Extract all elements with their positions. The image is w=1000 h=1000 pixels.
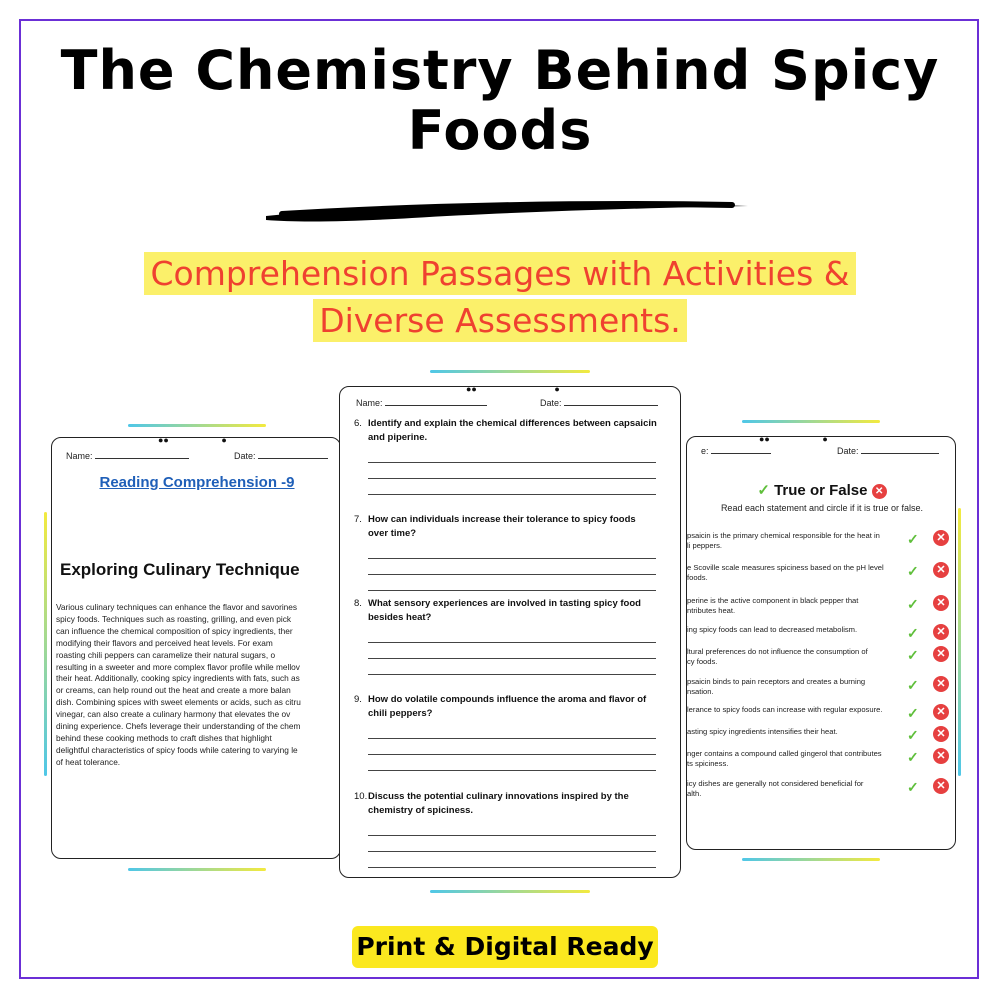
cross-circle-icon[interactable]: ✕ xyxy=(933,562,949,578)
answer-line[interactable] xyxy=(368,674,656,675)
binder-rings: ●● ● xyxy=(466,386,560,394)
passage-line: dining experience. Chefs leverage their understanding of the chem xyxy=(56,721,301,732)
true-false-worksheet-page xyxy=(686,436,956,850)
true-false-title-text: True or False xyxy=(774,482,868,499)
cross-circle-icon[interactable]: ✕ xyxy=(933,624,949,640)
true-false-instruction: Read each statement and circle if it is true or false. xyxy=(720,503,924,513)
accent-line-bottom-right xyxy=(742,858,880,861)
statement-text xyxy=(687,779,887,799)
statement-row xyxy=(687,563,956,589)
print-digital-badge: Print & Digital Ready xyxy=(352,926,658,968)
question-text: How do volatile compounds influence the aroma and flavor of chili peppers? xyxy=(368,694,647,719)
check-icon[interactable]: ✓ xyxy=(907,625,919,641)
binder-rings: ●● ● xyxy=(759,436,828,444)
cross-circle-icon: ✕ xyxy=(872,484,887,499)
statement-text xyxy=(687,625,887,635)
cross-circle-icon[interactable]: ✕ xyxy=(933,778,949,794)
passage-line: modifying their flavors and perceived heat levels. For exam xyxy=(56,637,273,648)
passage-line: roasting chili peppers can caramelize their natural sugars, o xyxy=(56,649,276,660)
check-icon[interactable]: ✓ xyxy=(907,596,919,612)
statement-line: perine is the active component in black pepper that xyxy=(687,596,859,605)
question-text: What sensory experiences are involved in tasting spicy food besides heat? xyxy=(368,598,641,623)
cross-circle-icon[interactable]: ✕ xyxy=(933,595,949,611)
date-field: Date: xyxy=(540,397,658,408)
statement-row xyxy=(687,677,956,703)
statement-row xyxy=(687,531,956,557)
cross-circle-icon[interactable]: ✕ xyxy=(933,530,949,546)
passage-line: spicy foods. Techniques such as roasting, grilling, and even pick xyxy=(56,613,292,624)
passage-line: their heat. Additionally, cooking spicy ingredients with fats, such as xyxy=(56,673,300,684)
statement-text xyxy=(687,705,887,715)
name-field: Name: xyxy=(66,450,189,461)
answer-line[interactable] xyxy=(368,835,656,836)
answer-line[interactable] xyxy=(368,851,656,852)
answer-line[interactable] xyxy=(368,590,656,591)
statement-row xyxy=(687,647,956,673)
statement-row xyxy=(687,779,956,805)
accent-line-bottom-middle xyxy=(430,890,590,893)
passage-line: can influence the chemical composition of spicy ingredients, ther xyxy=(56,625,293,636)
check-icon[interactable]: ✓ xyxy=(907,563,919,579)
question-text: How can individuals increase their tolerance to spicy foods over time? xyxy=(368,514,636,539)
accent-vline-right xyxy=(958,508,961,776)
question-number: 7. xyxy=(354,514,362,525)
check-icon[interactable]: ✓ xyxy=(907,749,919,765)
question-text: Discuss the potential culinary innovations inspired by the chemistry of spiciness. xyxy=(368,791,629,816)
subtitle-line1: Comprehension Passages with Activities & xyxy=(0,253,1000,295)
binder-rings: ●● ● xyxy=(158,437,227,445)
statement-line: nger contains a compound called gingerol that contributes xyxy=(687,749,882,758)
passage-line: behind these cooking methods to craft dishes that highlight xyxy=(56,732,272,743)
cross-circle-icon[interactable]: ✕ xyxy=(933,676,949,692)
question-text: Identify and explain the chemical differences between capsaicin and piperine. xyxy=(368,418,657,443)
passage-heading: Exploring Culinary Technique xyxy=(60,560,300,579)
statement-line: psaicin is the primary chemical responsible for the heat in xyxy=(687,531,880,540)
accent-line-bottom-left xyxy=(128,868,266,871)
passage-body xyxy=(56,602,326,769)
cross-circle-icon[interactable]: ✕ xyxy=(933,726,949,742)
cross-circle-icon[interactable]: ✕ xyxy=(933,646,949,662)
date-field: Date: xyxy=(234,450,328,461)
check-icon[interactable]: ✓ xyxy=(907,727,919,743)
answer-line[interactable] xyxy=(368,574,656,575)
accent-line-top-right xyxy=(742,420,880,423)
accent-line-top-middle xyxy=(430,370,590,373)
statement-line: psaicin binds to pain receptors and creates a burning xyxy=(687,677,866,686)
reading-worksheet-page xyxy=(51,437,341,859)
passage-line: Various culinary techniques can enhance the flavor and savorines xyxy=(56,602,298,612)
passage-line: or creams, can help round out the heat and create a more balan xyxy=(56,685,291,696)
accent-line-top-left xyxy=(128,424,266,427)
statement-line: ts spiciness. xyxy=(687,759,729,768)
check-icon[interactable]: ✓ xyxy=(907,647,919,663)
true-false-title xyxy=(687,481,956,499)
statement-line: lerance to spicy foods can increase with regular exposure. xyxy=(687,705,883,714)
answer-line[interactable] xyxy=(368,462,656,463)
statement-line: nsation. xyxy=(687,687,714,696)
page-title-line2: Foods xyxy=(407,99,593,162)
page-title-line1: The Chemistry Behind Spicy xyxy=(60,39,940,102)
answer-line[interactable] xyxy=(368,738,656,739)
check-icon[interactable]: ✓ xyxy=(907,705,919,721)
statement-line: ltural preferences do not influence the consumption of xyxy=(687,647,868,656)
statement-line: cy foods. xyxy=(687,657,718,666)
subtitle-line2: Diverse Assessments. xyxy=(0,300,1000,342)
statement-text xyxy=(687,647,887,667)
question-number: 9. xyxy=(354,694,362,705)
statement-text xyxy=(687,563,887,583)
answer-line[interactable] xyxy=(368,867,656,868)
cross-circle-icon[interactable]: ✕ xyxy=(933,748,949,764)
accent-vline-left xyxy=(44,512,47,776)
passage-line: delightful characteristics of spicy foods while catering to varying le xyxy=(56,744,298,755)
passage-line: of heat tolerance. xyxy=(56,756,121,767)
statement-line: alth. xyxy=(687,789,702,798)
statement-text xyxy=(687,677,887,697)
check-icon[interactable]: ✓ xyxy=(907,677,919,693)
answer-line[interactable] xyxy=(368,770,656,771)
answer-line[interactable] xyxy=(368,754,656,755)
reading-comprehension-title: Reading Comprehension -9 xyxy=(99,474,295,491)
statement-line: ing spicy foods can lead to decreased metabolism. xyxy=(687,625,858,634)
statement-line: icy dishes are generally not considered beneficial for xyxy=(687,779,864,788)
statement-line: li peppers. xyxy=(687,541,723,550)
cross-circle-icon[interactable]: ✕ xyxy=(933,704,949,720)
check-icon: ✓ xyxy=(757,482,770,499)
question-number: 10. xyxy=(354,791,368,802)
statement-row xyxy=(687,596,956,622)
statement-row xyxy=(687,749,956,775)
statement-line: foods. xyxy=(687,573,708,582)
question-number: 6. xyxy=(354,418,362,429)
name-field: Name: xyxy=(356,397,487,408)
statement-text xyxy=(687,727,887,737)
statement-text xyxy=(687,531,887,551)
passage-line: vinegar, can also create a culinary harmony that elevates the ov xyxy=(56,709,291,720)
question-number: 8. xyxy=(354,598,362,609)
passage-line: resulting in a sweeter and more complex flavor profile while mellov xyxy=(56,661,300,672)
check-icon[interactable]: ✓ xyxy=(907,531,919,547)
passage-line: dish. Combining spices with sweet elements or acids, such as citru xyxy=(56,697,301,708)
answer-line[interactable] xyxy=(368,642,656,643)
statement-text xyxy=(687,749,887,769)
questions-worksheet-page xyxy=(339,386,681,878)
statement-line: ntributes heat. xyxy=(687,606,736,615)
answer-line[interactable] xyxy=(368,494,656,495)
brush-stroke-divider xyxy=(262,196,752,226)
answer-line[interactable] xyxy=(368,478,656,479)
statement-text xyxy=(687,596,887,616)
statement-line: asting spicy ingredients intensifies their heat. xyxy=(687,727,838,736)
date-field: Date: xyxy=(837,445,939,456)
answer-line[interactable] xyxy=(368,558,656,559)
statement-line: e Scoville scale measures spiciness based on the pH level xyxy=(687,563,884,572)
answer-line[interactable] xyxy=(368,658,656,659)
check-icon[interactable]: ✓ xyxy=(907,779,919,795)
name-field: e: xyxy=(701,445,771,456)
